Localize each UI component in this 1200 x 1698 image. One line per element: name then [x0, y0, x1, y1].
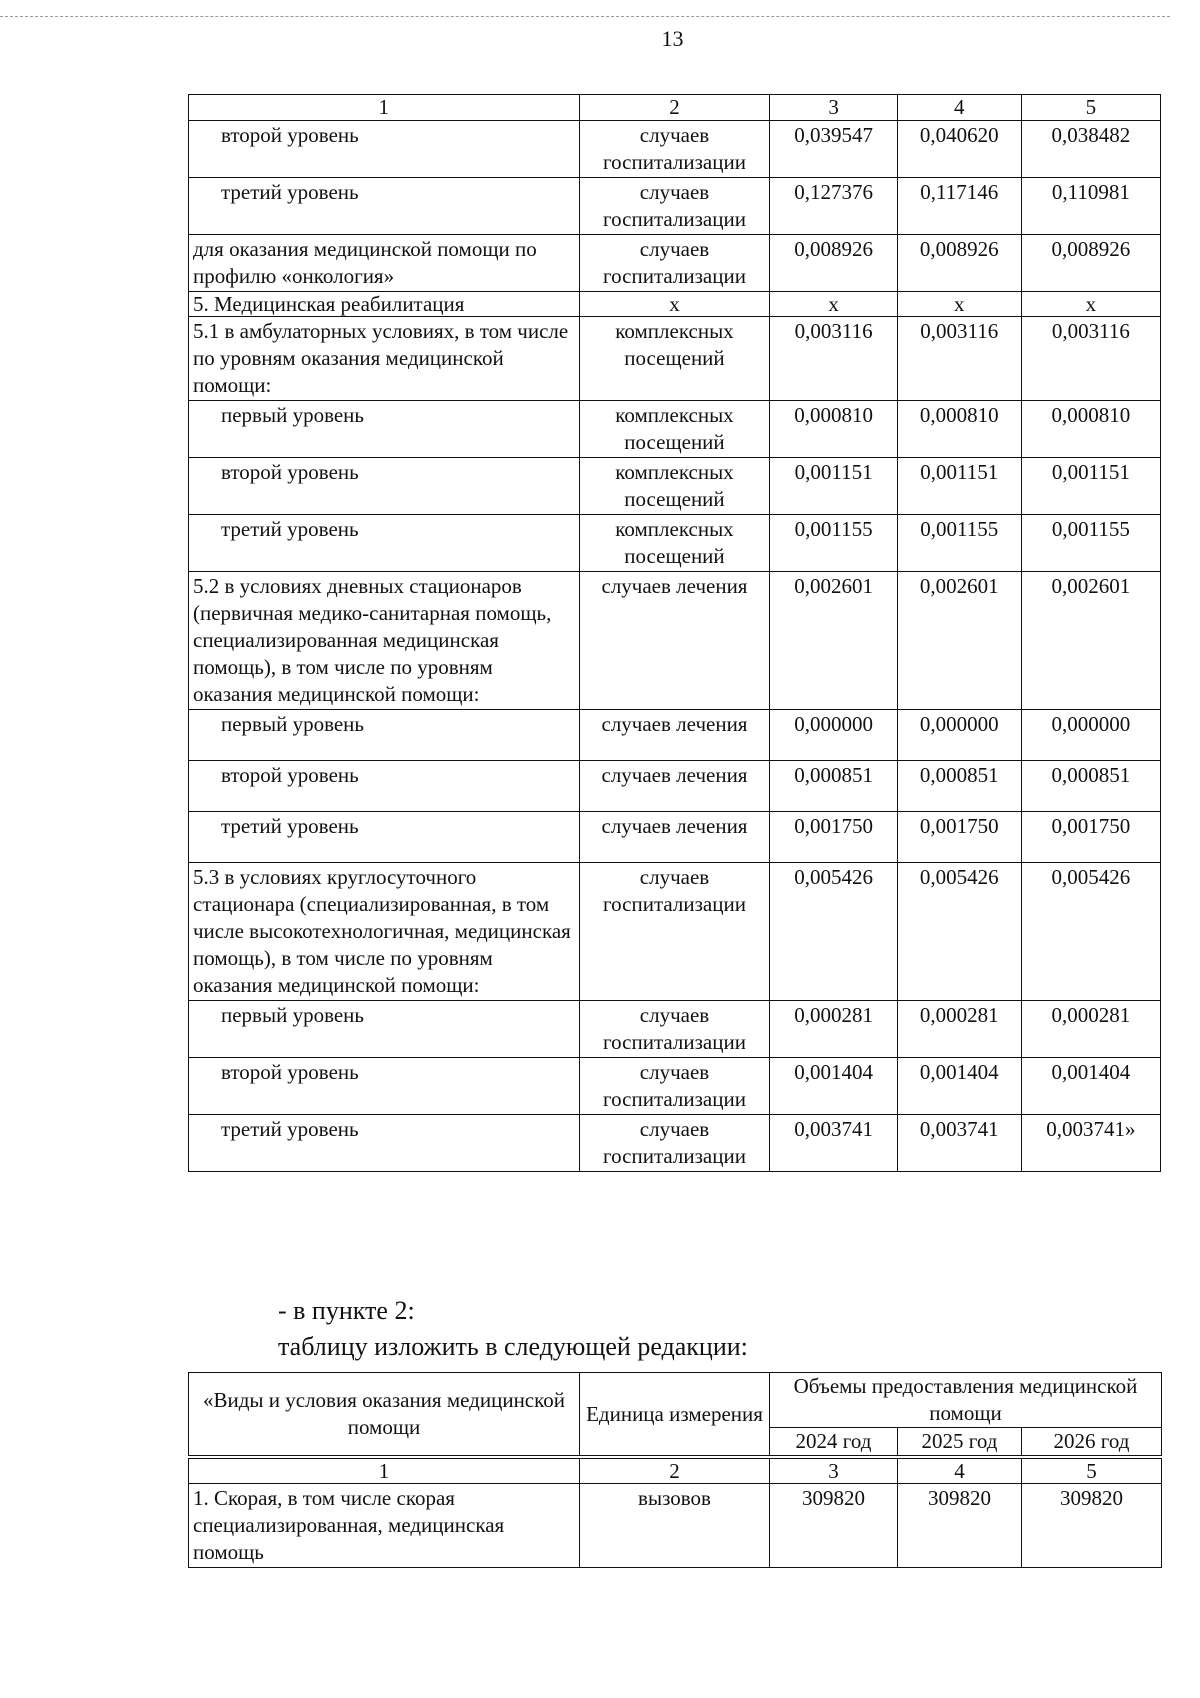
column-number: 3: [770, 95, 897, 121]
column-number: 4: [897, 95, 1021, 121]
value-2026: 0,003741»: [1021, 1115, 1160, 1172]
table-row: [189, 121, 1161, 178]
table-row: [189, 178, 1161, 235]
value-2024: 0,003741: [770, 1115, 897, 1172]
value-2025: 0,003741: [897, 1115, 1021, 1172]
value-2026: 0,001404: [1021, 1058, 1160, 1115]
row-name: третий уровень: [189, 812, 580, 863]
table-row: [189, 292, 1161, 317]
value-2025: 0,040620: [897, 121, 1021, 178]
row-unit: случаев госпитализации: [579, 1001, 770, 1058]
value-2025: 0,117146: [897, 178, 1021, 235]
row-name: первый уровень: [189, 1001, 580, 1058]
value-2026: 309820: [1022, 1484, 1162, 1568]
row-name: второй уровень: [189, 121, 580, 178]
row-unit: комплексных посещений: [579, 317, 770, 401]
value-2025: 309820: [898, 1484, 1022, 1568]
value-2026: 0,000281: [1021, 1001, 1160, 1058]
value-2026: 0,038482: [1021, 121, 1160, 178]
row-unit: случаев госпитализации: [579, 1115, 770, 1172]
value-2024: 0,000000: [770, 710, 897, 761]
row-name: для оказания медицинской помощи по профилю «онкология»: [189, 235, 580, 292]
table-row: [189, 863, 1161, 1001]
row-unit: случаев госпитализации: [579, 863, 770, 1001]
value-2025: 0,003116: [897, 317, 1021, 401]
continued-volumes-table: [188, 94, 1161, 1172]
column-number: 1: [189, 1459, 580, 1484]
row-name: третий уровень: [189, 178, 580, 235]
row-unit: случаев госпитализации: [579, 1058, 770, 1115]
table-row: [189, 1115, 1161, 1172]
value-2025: 0,001404: [897, 1058, 1021, 1115]
row-name: второй уровень: [189, 1058, 580, 1115]
row-unit: случаев лечения: [579, 710, 770, 761]
table-row: [189, 812, 1161, 863]
value-2024: х: [770, 292, 897, 317]
value-2024: 0,000810: [770, 401, 897, 458]
value-2026: 0,001750: [1021, 812, 1160, 863]
value-2025: 0,000851: [897, 761, 1021, 812]
row-name: второй уровень: [189, 458, 580, 515]
header-care-type: «Виды и условия оказания медицинской помощи: [189, 1373, 580, 1456]
row-name: первый уровень: [189, 710, 580, 761]
row-unit: случаев госпитализации: [579, 121, 770, 178]
row-name: третий уровень: [189, 515, 580, 572]
header-row: [189, 1373, 1162, 1428]
value-2024: 0,001155: [770, 515, 897, 572]
row-name: 5.3 в условиях круглосуточного стационара (специализированная, в том числе высокотехнологичная, медицинская помощь), в том числе по уровням оказания медицинской помощи:: [189, 863, 580, 1001]
header-unit: Единица измерения: [580, 1373, 770, 1456]
value-2024: 0,008926: [770, 235, 897, 292]
table-row: [189, 1484, 1162, 1568]
value-2025: х: [897, 292, 1021, 317]
row-name: 1. Скорая, в том числе скорая специализированная, медицинская помощь: [189, 1484, 580, 1568]
value-2025: 0,002601: [897, 572, 1021, 710]
value-2026: 0,001155: [1021, 515, 1160, 572]
header-volumes-group: Объемы предоставления медицинской помощи: [770, 1373, 1162, 1428]
table-row: [189, 401, 1161, 458]
value-2026: 0,002601: [1021, 572, 1160, 710]
value-2026: 0,000810: [1021, 401, 1160, 458]
column-number: 2: [579, 95, 770, 121]
column-number: 5: [1021, 95, 1160, 121]
row-unit: случаев лечения: [579, 761, 770, 812]
table-row: [189, 761, 1161, 812]
value-2024: 0,000851: [770, 761, 897, 812]
row-name: 5.2 в условиях дневных стационаров (первичная медико-санитарная помощь, специализированная медицинская помощь), в том числе по уровням оказания медицинской помощи:: [189, 572, 580, 710]
row-name: 5.1 в амбулаторных условиях, в том числе по уровням оказания медицинской помощи:: [189, 317, 580, 401]
column-number: 3: [770, 1459, 898, 1484]
value-2024: 0,001151: [770, 458, 897, 515]
value-2025: 0,001750: [897, 812, 1021, 863]
value-2024: 0,000281: [770, 1001, 897, 1058]
row-name: третий уровень: [189, 1115, 580, 1172]
column-number: 5: [1022, 1459, 1162, 1484]
header-year: 2026 год: [1022, 1428, 1162, 1456]
value-2026: х: [1021, 292, 1160, 317]
value-2024: 0,001750: [770, 812, 897, 863]
table-row: [189, 515, 1161, 572]
value-2026: 0,003116: [1021, 317, 1160, 401]
column-number-row: [189, 1459, 1162, 1484]
value-2025: 0,005426: [897, 863, 1021, 1001]
row-name: первый уровень: [189, 401, 580, 458]
row-name: второй уровень: [189, 761, 580, 812]
header-year: 2025 год: [898, 1428, 1022, 1456]
row-name: 5. Медицинская реабилитация: [189, 292, 580, 317]
table-row: [189, 1058, 1161, 1115]
column-number: 1: [189, 95, 580, 121]
value-2025: 0,008926: [897, 235, 1021, 292]
column-number-row: [189, 95, 1161, 121]
row-unit: комплексных посещений: [579, 458, 770, 515]
value-2026: 0,110981: [1021, 178, 1160, 235]
header-year: 2024 год: [770, 1428, 898, 1456]
table-row: [189, 1001, 1161, 1058]
row-unit: комплексных посещений: [579, 401, 770, 458]
value-2024: 0,127376: [770, 178, 897, 235]
value-2024: 0,002601: [770, 572, 897, 710]
value-2025: 0,001151: [897, 458, 1021, 515]
value-2024: 0,005426: [770, 863, 897, 1001]
page-number: 13: [661, 26, 684, 51]
table-row: [189, 235, 1161, 292]
row-unit: случаев лечения: [579, 812, 770, 863]
table-row: [189, 572, 1161, 710]
amendment-instruction: таблицу изложить в следующей редакции:: [278, 1332, 748, 1361]
value-2026: 0,000851: [1021, 761, 1160, 812]
value-2025: 0,000810: [897, 401, 1021, 458]
value-2024: 309820: [770, 1484, 898, 1568]
value-2024: 0,003116: [770, 317, 897, 401]
column-number: 4: [898, 1459, 1022, 1484]
new-volumes-table: [188, 1372, 1162, 1568]
table-row: [189, 710, 1161, 761]
value-2025: 0,000000: [897, 710, 1021, 761]
value-2026: 0,008926: [1021, 235, 1160, 292]
row-unit: комплексных посещений: [579, 515, 770, 572]
value-2026: 0,005426: [1021, 863, 1160, 1001]
amendment-point: - в пункте 2:: [278, 1296, 415, 1325]
row-unit: вызовов: [580, 1484, 770, 1568]
value-2025: 0,001155: [897, 515, 1021, 572]
row-unit: случаев госпитализации: [579, 235, 770, 292]
value-2026: 0,001151: [1021, 458, 1160, 515]
column-number: 2: [580, 1459, 770, 1484]
row-unit: случаев лечения: [579, 572, 770, 710]
value-2024: 0,001404: [770, 1058, 897, 1115]
row-unit: случаев госпитализации: [579, 178, 770, 235]
row-unit: х: [579, 292, 770, 317]
scan-artifact-line: [0, 16, 1170, 17]
value-2026: 0,000000: [1021, 710, 1160, 761]
value-2025: 0,000281: [897, 1001, 1021, 1058]
table-row: [189, 317, 1161, 401]
value-2024: 0,039547: [770, 121, 897, 178]
table-row: [189, 458, 1161, 515]
